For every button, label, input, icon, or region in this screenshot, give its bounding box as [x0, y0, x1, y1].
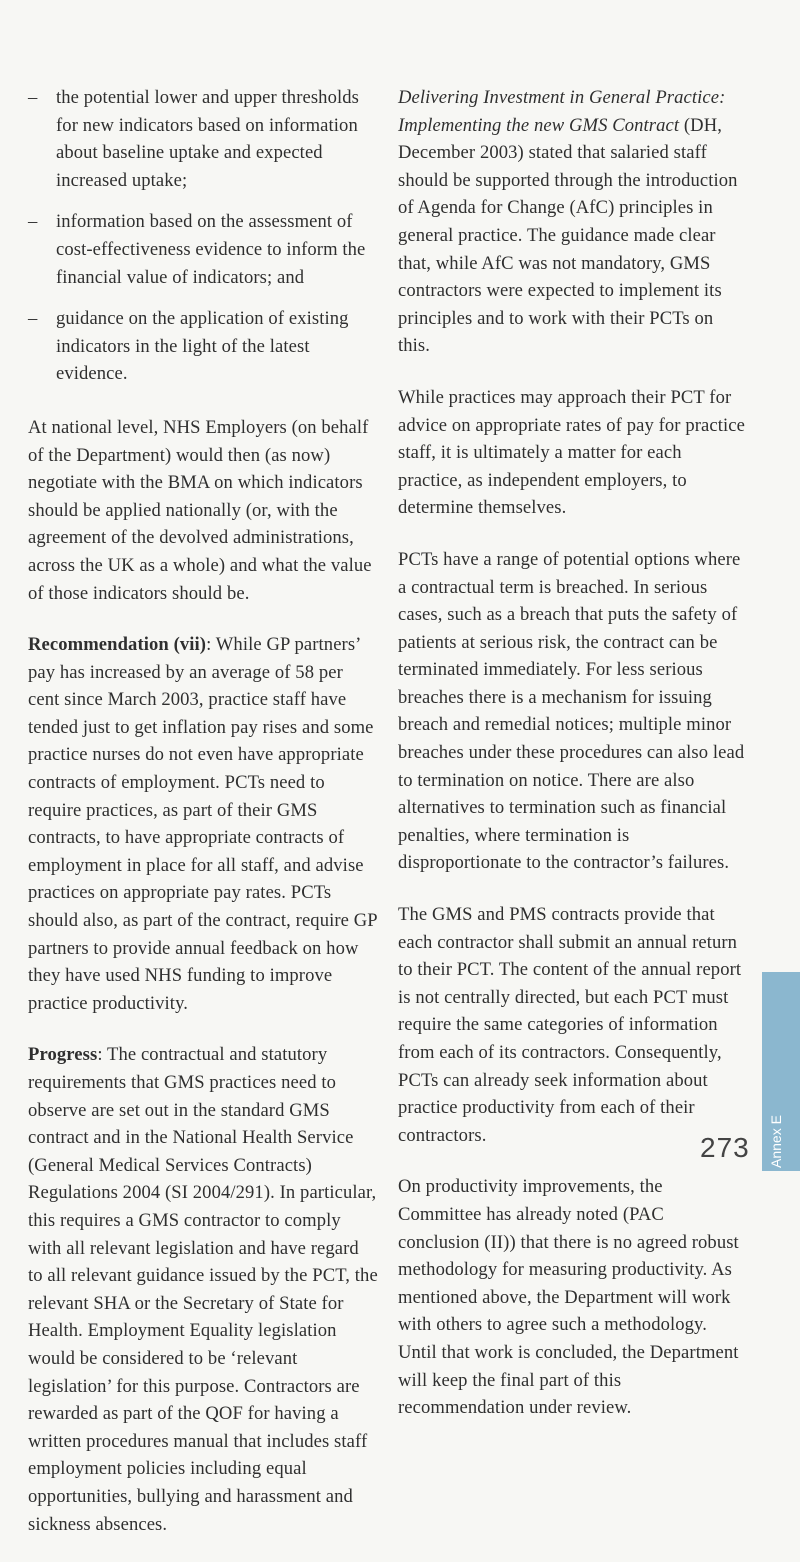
recommendation-text: : While GP partners’ pay has increased by an average of 58 per cent since March 2003, practice staff have tended just to get inflation pay rises and some practice nurses do not even have appropriate contracts of employment. PCTs need to require practices, as part of their GMS contracts, to have appropriate contracts of employment in place for all staff, and advise practices on appropriate pay rates. PCTs should also, as part of the contract, require GP partners to provide annual feedback on how they have used NHS funding to improve practice productivity.: [28, 634, 378, 1014]
paragraph: While practices may approach their PCT for advice on appropriate rates of pay for practice staff, it is ultimately a matter for each practice, as independent employers, to determine themselves.: [398, 386, 745, 519]
progress-text: : The contractual and statutory requirements that GMS practices need to observe are set out in the standard GMS contract and in the National Health Service (General Medical Services Contracts) Regulations 2004 (SI 2004/291). In particular, this requires a GMS contractor to comply with all relevant legislation and have regard to all relevant guidance issued by the PCT, the relevant SHA or the Secretary of State for Health. Employment Equality legislation would be considered to be ‘relevant legislation’ for this purpose. Contractors are rewarded as part of the QOF for having a written procedures manual that includes staff employment policies including equal opportunities, bullying and harassment and sickness absences.: [28, 1044, 378, 1535]
progress-paragraph: [28, 1041, 378, 1538]
bullet-dash: –: [28, 211, 38, 233]
list-item: [28, 208, 378, 291]
paragraph: [398, 84, 748, 360]
right-column: [398, 84, 748, 1446]
paragraph: The GMS and PMS contracts provide that each contractor shall submit an annual return to their PCT. The content of the annual report is not centrally directed, but each PCT must require the same categories of information from each of its contractors. Consequently, PCTs can already seek information about practice productivity from each of their contractors.: [398, 904, 742, 1146]
publication-title: Delivering Investment in General Practice: Implementing the new GMS Contract: [398, 87, 726, 136]
progress-label: Progress: [28, 1044, 98, 1066]
bullet-text: information based on the assessment of cost-effectiveness evidence to inform the financial value of indicators; and: [56, 211, 366, 288]
left-column: [28, 84, 378, 1562]
list-item: [28, 84, 378, 194]
page-number: 273: [700, 1132, 750, 1163]
recommendation-label: Recommendation (vii): [28, 634, 207, 656]
paragraph: PCTs have a range of potential options where a contractual term is breached. In serious cases, such as a breach that puts the safety of patients at serious risk, the contract can be terminated immediately. For less serious breaches there is a mechanism for issuing breach and remedial notices; multiple minor breaches under these procedures can also lead to termination on notice. There are also alternatives to termination such as financial penalties, where termination is disproportionate to the contractor’s failures.: [398, 548, 745, 874]
list-item: [28, 305, 378, 388]
bullet-dash: –: [28, 87, 38, 108]
paragraph: On productivity improvements, the Committee has already noted (PAC conclusion (II)) that there is no agreed robust methodology for measuring productivity. As mentioned above, the Department will work with others to agree such a methodology. Until that work is concluded, the Department will keep the final part of this recommendation under review.: [398, 1176, 739, 1419]
bullet-text: the potential lower and upper thresholds for new indicators based on information about baseline uptake and expected increased uptake;: [56, 87, 359, 191]
recommendation-paragraph: [28, 631, 378, 1017]
paragraph-text: (DH, December 2003) stated that salaried staff should be supported through the introduction of Agenda for Change (AfC) principles in general practice. The guidance made clear that, while AfC was not mandatory, GMS contractors were expected to implement its principles and to work with their PCTs on this.: [398, 114, 738, 357]
bullet-dash: –: [28, 308, 38, 330]
paragraph: At national level, NHS Employers (on behalf of the Department) would then (as now) negotiate with the BMA on which indicators should be applied nationally (or, with the agreement of the devolved administrations, across the UK as a whole) and what the value of those indicators should be.: [28, 416, 372, 604]
bullet-text: guidance on the application of existing indicators in the light of the latest evidence.: [56, 308, 349, 385]
annex-label: Annex E: [768, 1115, 784, 1168]
